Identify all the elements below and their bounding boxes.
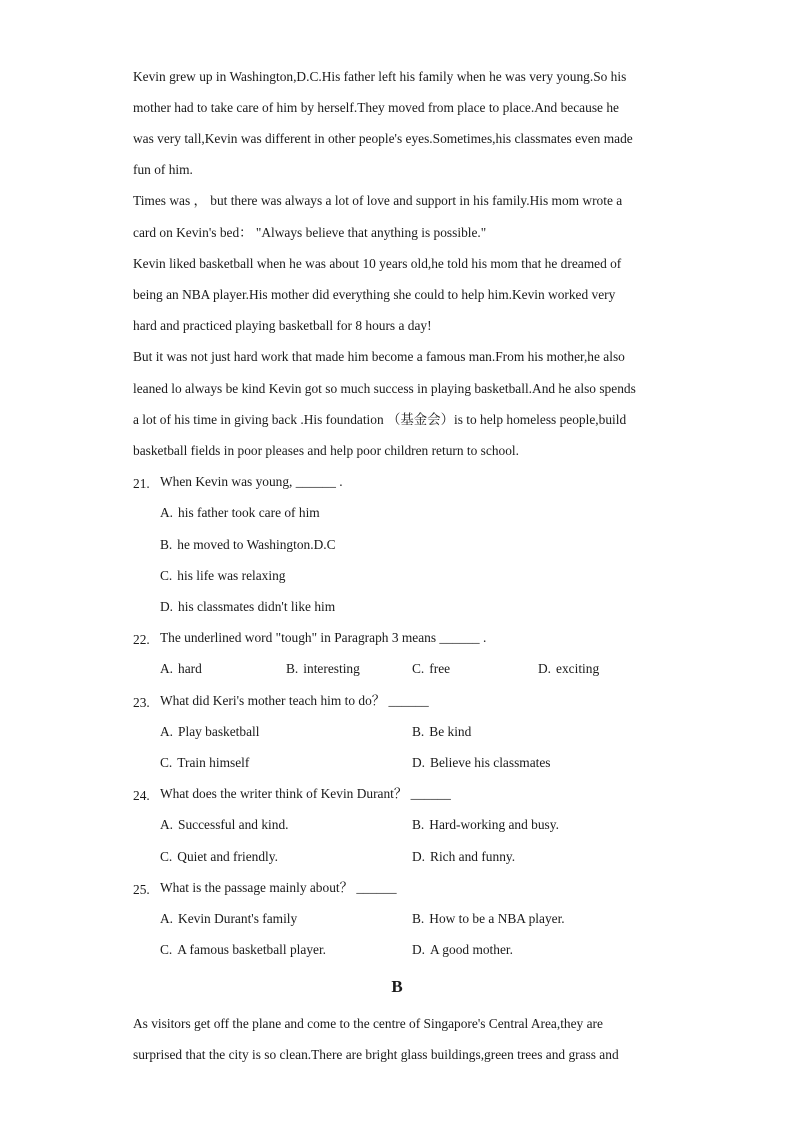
option-letter: B. xyxy=(412,724,425,739)
option-letter: A. xyxy=(160,661,174,676)
option-text: Rich and funny. xyxy=(430,849,516,864)
option-text: his father took care of him xyxy=(178,505,320,520)
option-text: Hard-working and busy. xyxy=(429,817,559,832)
passage-line: surprised that the city is so clean.There are bright glass buildings,green trees and grass and xyxy=(133,1047,619,1062)
option-letter: A. xyxy=(160,724,174,739)
option-text: his life was relaxing xyxy=(177,568,286,583)
option-c xyxy=(160,568,286,584)
option-letter: C. xyxy=(160,755,173,770)
option-text: exciting xyxy=(556,661,600,676)
option-a xyxy=(160,661,202,677)
option-letter: D. xyxy=(412,849,426,864)
option-d xyxy=(538,661,599,677)
option-c xyxy=(160,755,249,771)
passage-line: hard and practiced playing basketball for 8 hours a day! xyxy=(133,318,432,333)
option-b xyxy=(160,537,336,553)
option-text: Train himself xyxy=(177,755,250,770)
option-letter: A. xyxy=(160,505,174,520)
question-text: What is the passage mainly about？ ______ xyxy=(160,880,397,895)
passage-line: was very tall,Kevin was different in other people's eyes.Sometimes,his classmates even made xyxy=(133,131,633,146)
option-d xyxy=(412,849,515,865)
passage-line: basketball fields in poor pleases and help poor children return to school. xyxy=(133,443,519,458)
question-text: What did Keri's mother teach him to do？ ______ xyxy=(160,693,429,708)
option-c xyxy=(160,849,278,865)
option-letter: B. xyxy=(412,911,425,926)
option-letter: B. xyxy=(286,661,299,676)
section-heading: B xyxy=(391,977,403,996)
option-text: Quiet and friendly. xyxy=(177,849,278,864)
question-number: 25. xyxy=(133,882,150,897)
option-letter: C. xyxy=(160,942,173,957)
option-d xyxy=(412,755,551,771)
question-number: 24. xyxy=(133,788,150,803)
option-letter: C. xyxy=(160,849,173,864)
option-text: Kevin Durant's family xyxy=(178,911,298,926)
option-letter: D. xyxy=(160,599,174,614)
question-number: 21. xyxy=(133,476,150,491)
option-text: A famous basketball player. xyxy=(177,942,327,957)
option-text: Be kind xyxy=(429,724,472,739)
option-text: A good mother. xyxy=(430,942,513,957)
option-a xyxy=(160,911,297,927)
question-text: When Kevin was young, ______ . xyxy=(160,474,343,489)
option-letter: B. xyxy=(412,817,425,832)
option-letter: A. xyxy=(160,911,174,926)
option-text: hard xyxy=(178,661,202,676)
question-text: What does the writer think of Kevin Durant？ ______ xyxy=(160,786,451,801)
option-text: free xyxy=(429,661,451,676)
option-text: Successful and kind. xyxy=(178,817,289,832)
option-b xyxy=(412,817,559,833)
option-text: Believe his classmates xyxy=(430,755,551,770)
passage-line: fun of him. xyxy=(133,162,193,177)
option-letter: A. xyxy=(160,817,174,832)
option-c xyxy=(412,661,450,677)
question-number: 22. xyxy=(133,632,150,647)
option-letter: C. xyxy=(160,568,173,583)
option-a xyxy=(160,724,259,740)
option-text: How to be a NBA player. xyxy=(429,911,565,926)
option-text: his classmates didn't like him xyxy=(178,599,336,614)
passage-line: Kevin liked basketball when he was about 10 years old,he told his mom that he dreamed of xyxy=(133,256,622,271)
option-a xyxy=(160,817,288,833)
option-text: he moved to Washington.D.C xyxy=(177,537,336,552)
option-letter: D. xyxy=(538,661,552,676)
passage-line: mother had to take care of him by herself.They moved from place to place.And because he xyxy=(133,100,619,115)
passage-line: a lot of his time in giving back .His foundation （基金会）is to help homeless people,build xyxy=(133,412,627,427)
question-text: The underlined word "tough" in Paragraph 3 means ______ . xyxy=(160,630,487,645)
passage-line: But it was not just hard work that made him become a famous man.From his mother,he also xyxy=(133,349,625,364)
option-letter: D. xyxy=(412,755,426,770)
passage-line: Kevin grew up in Washington,D.C.His father left his family when he was very young.So his xyxy=(133,69,627,84)
option-d xyxy=(160,599,335,615)
passage-line: being an NBA player.His mother did everything she could to help him.Kevin worked very xyxy=(133,287,616,302)
option-b xyxy=(412,724,471,740)
passage-line: As visitors get off the plane and come to the centre of Singapore's Central Area,they are xyxy=(133,1016,603,1031)
option-a xyxy=(160,505,320,521)
option-letter: D. xyxy=(412,942,426,957)
passage-line: Times was ， but there was always a lot of love and support in his family.His mom wrote a xyxy=(133,193,623,208)
option-d xyxy=(412,942,513,958)
option-c xyxy=(160,942,326,958)
passage-line: card on Kevin's bed： "Always believe that anything is possible." xyxy=(133,225,487,240)
option-b xyxy=(412,911,565,927)
passage-line: leaned lo always be kind Kevin got so much success in playing basketball.And he also spends xyxy=(133,381,636,396)
option-b xyxy=(286,661,360,677)
option-text: Play basketball xyxy=(178,724,260,739)
option-letter: C. xyxy=(412,661,425,676)
question-number: 23. xyxy=(133,695,150,710)
option-letter: B. xyxy=(160,537,173,552)
option-text: interesting xyxy=(303,661,360,676)
